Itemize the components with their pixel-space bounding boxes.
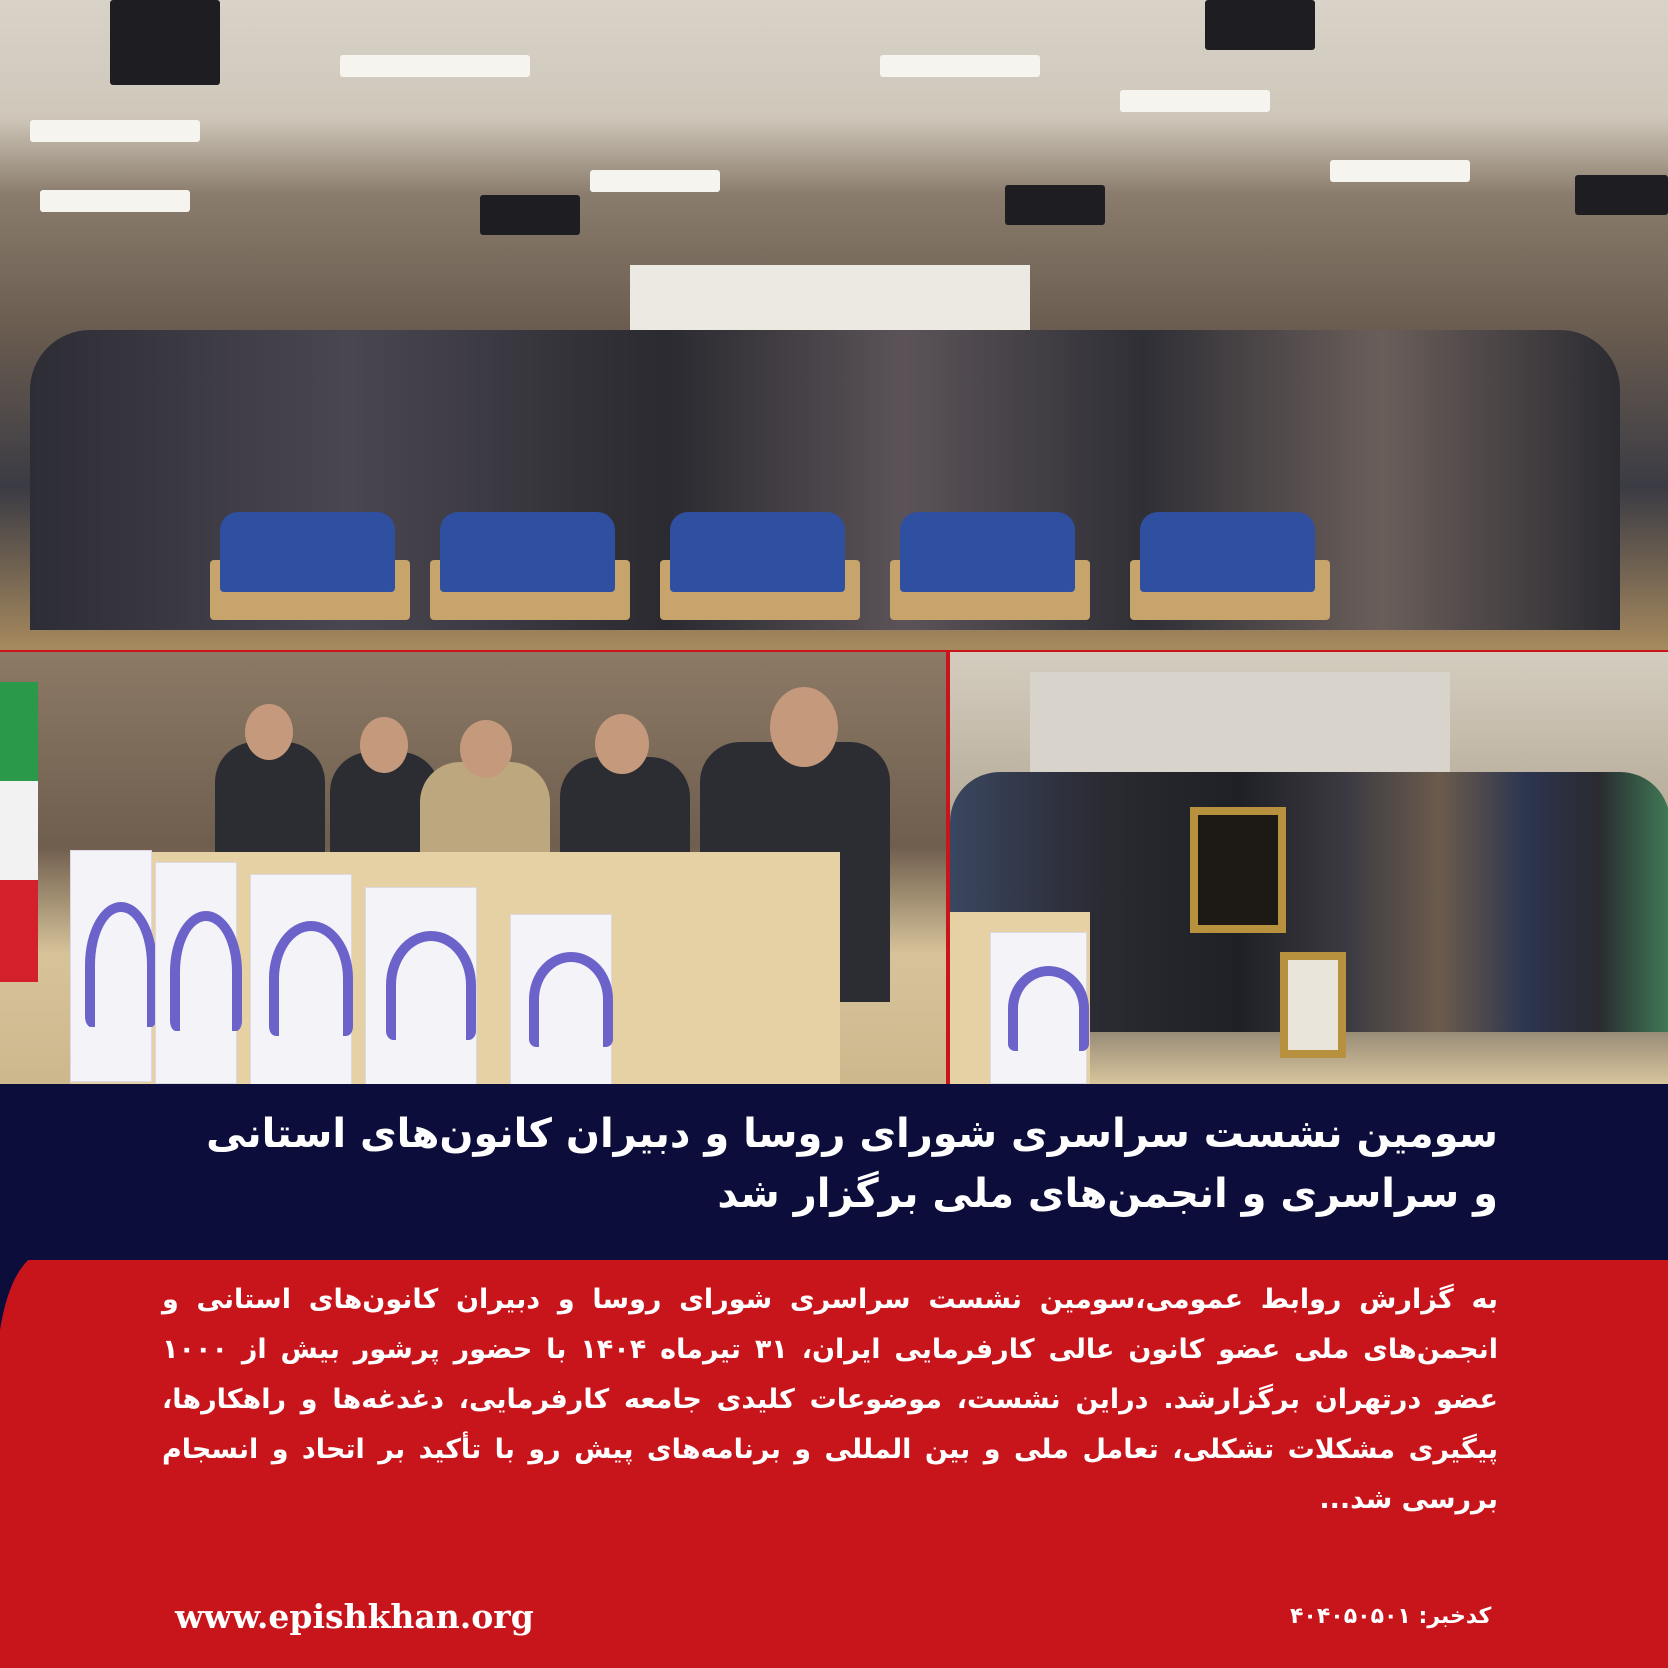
ceiling-speaker (1005, 185, 1105, 225)
desk-banner (510, 914, 612, 1084)
desk-banner (155, 862, 237, 1084)
ceiling-light (340, 55, 530, 77)
chair-back (440, 512, 615, 592)
face (460, 720, 512, 778)
ceiling-speaker (480, 195, 580, 235)
article-body: به گزارش روابط عمومی،سومین نشست سراسری شورای روسا و دبیران کانون‌های استانی و انجمن‌های ملی عضو کانون عالی کارفرمایی ایران، ۳۱ تیرماه ۱۴۰۴ با حضور پرشور بیش از ۱۰۰۰ عضو درتهران برگزارشد. دراین نشست، موضوعات کلیدی جامعه کارفرمایی، دغدغه‌ها و راهکارها، پیگیری مشکلات تشکلی، تعامل ملی و بین المللی و برنامه‌های پیش رو با تأکید بر اتحاد و انسجام بررسی شد... (162, 1284, 1498, 1515)
website-url: www.epishkhan.org (175, 1597, 534, 1636)
news-code: کدخبر: ۴۰۴۰۵۰۵۰۱ (1290, 1604, 1492, 1629)
ceiling-speaker (110, 0, 220, 85)
ceiling-light (880, 55, 1040, 77)
desk-banner (250, 874, 352, 1084)
headline (198, 1104, 1498, 1224)
chair-back (900, 512, 1075, 592)
chair-back (220, 512, 395, 592)
ceiling-light (40, 190, 190, 212)
headline-line-2: و سراسری و انجمن‌های ملی برگزار شد (717, 1171, 1498, 1217)
face (360, 717, 408, 773)
ceiling-light (1120, 90, 1270, 112)
chair-back (670, 512, 845, 592)
panel-photo (0, 652, 946, 1084)
face (245, 704, 293, 760)
chair-back (1140, 512, 1315, 592)
desk-banner (990, 932, 1087, 1084)
face (595, 714, 649, 774)
headline-line-1: سومین نشست سراسری شورای روسا و دبیران کانون‌های استانی (206, 1111, 1498, 1157)
group-photo-top (0, 0, 1668, 650)
desk-banner (365, 887, 477, 1084)
award-photo (950, 652, 1668, 1084)
award-frame (1190, 807, 1286, 933)
ceiling-light (1330, 160, 1470, 182)
ceiling-light (30, 120, 200, 142)
certificate-frame (1280, 952, 1346, 1058)
flag (0, 682, 38, 982)
ceiling-speaker (1575, 175, 1668, 215)
ceiling-light (590, 170, 720, 192)
face (770, 687, 838, 767)
ceiling-speaker (1205, 0, 1315, 50)
desk-banner (70, 850, 152, 1082)
